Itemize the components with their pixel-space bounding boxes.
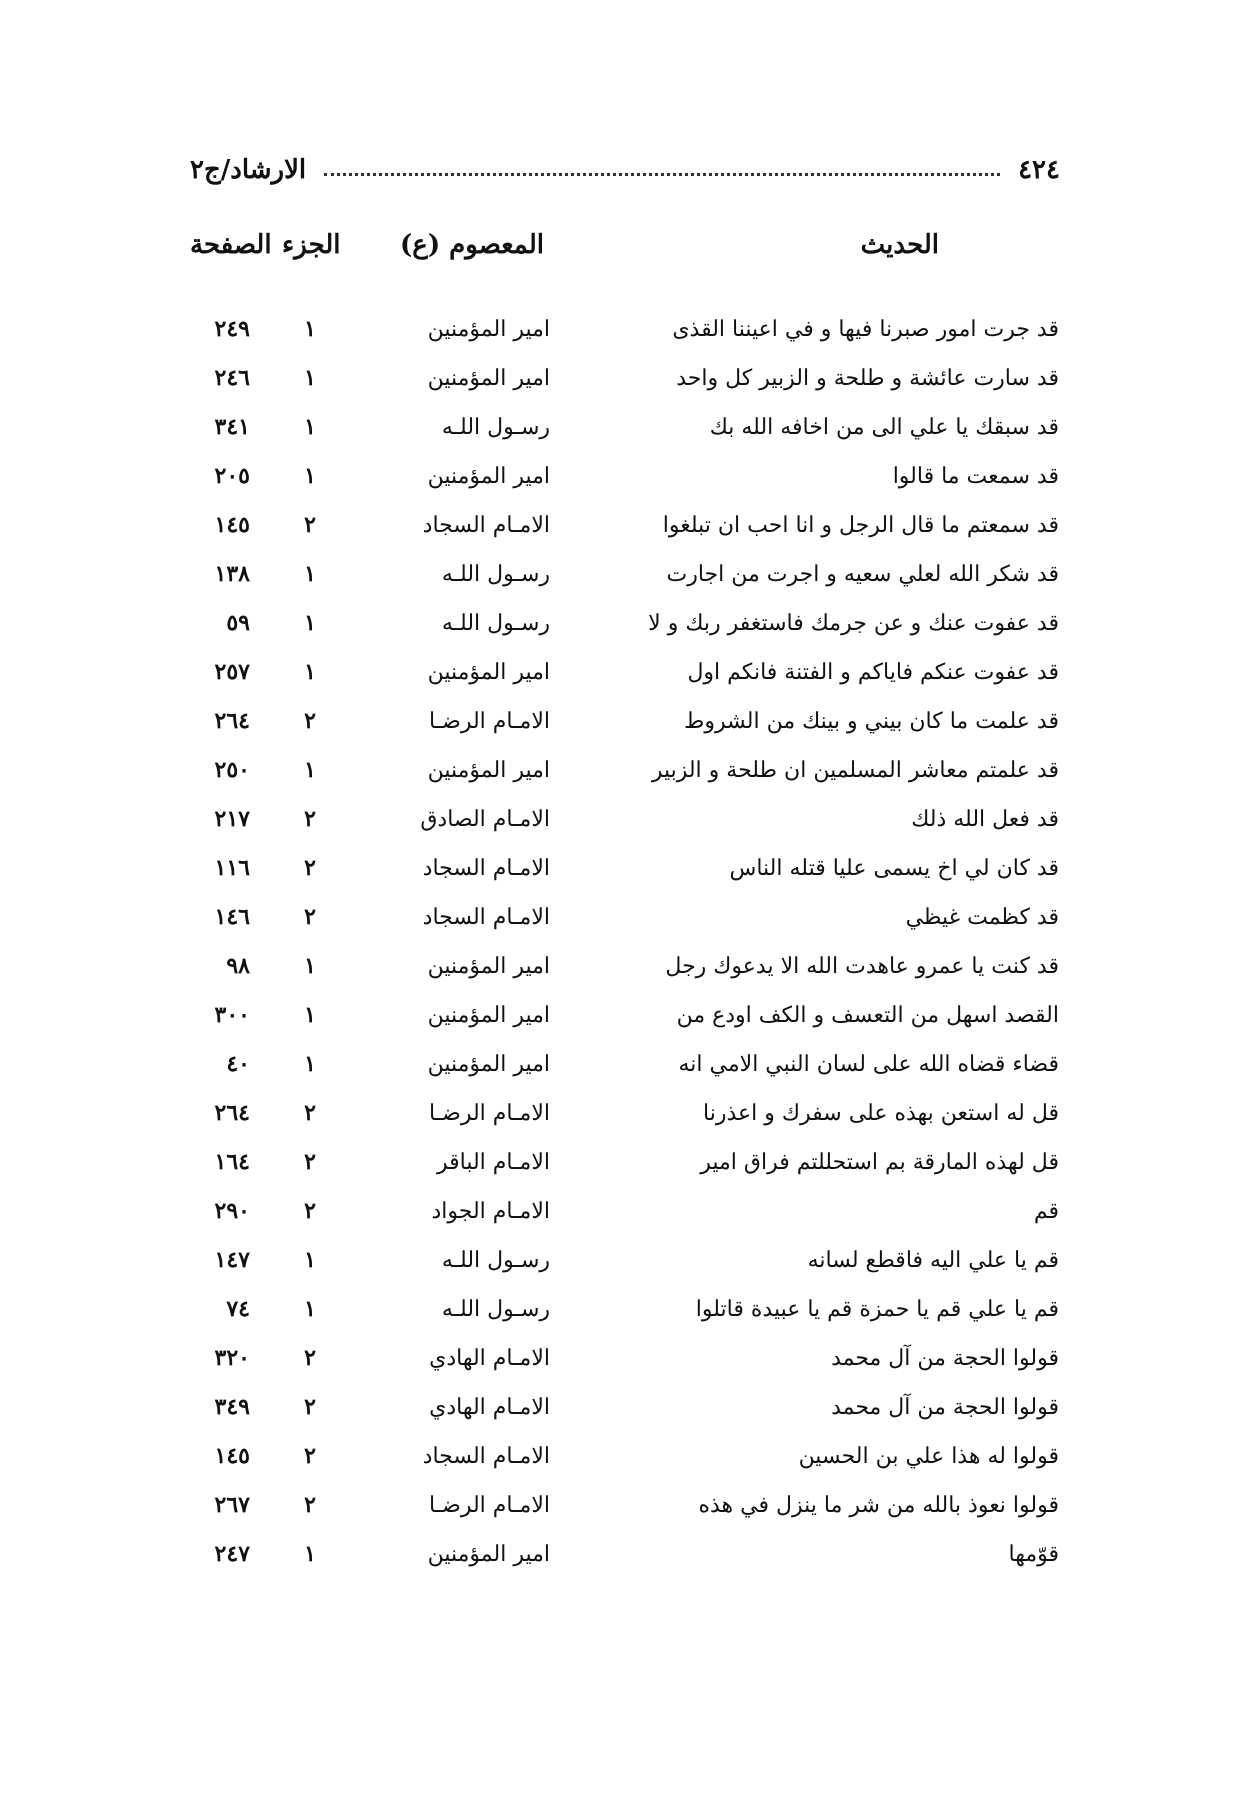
table-row	[0, 795, 1249, 844]
page-number-cell: ٧٤	[226, 1296, 250, 1322]
juz-number: ٢	[304, 708, 316, 734]
table-row	[0, 893, 1249, 942]
page-number-cell: ١٣٨	[214, 561, 250, 587]
page-number-cell: ٢٦٤	[214, 1100, 250, 1126]
masum-name: امير المؤمنين	[427, 317, 550, 342]
column-header-page: الصفحة	[190, 230, 272, 260]
table-row	[0, 1530, 1249, 1579]
page-number-cell: ٥٩	[226, 610, 250, 636]
page-number-cell: ١٤٦	[214, 904, 250, 930]
hadith-text: قضاء قضاه الله على لسان النبي الامي انه	[678, 1052, 1059, 1077]
juz-number: ١	[304, 414, 316, 440]
hadith-text: قل لهذه المارقة بم استحللتم فراق امير	[700, 1150, 1059, 1175]
page-number-cell: ٢٩٠	[214, 1198, 250, 1224]
table-row	[0, 1285, 1249, 1334]
juz-number: ١	[304, 610, 316, 636]
masum-name: امير المؤمنين	[427, 1003, 550, 1028]
table-row	[0, 305, 1249, 354]
page-number: ٤٢٤	[1018, 155, 1060, 185]
hadith-text: قولوا نعوذ بالله من شر ما ينزل في هذه	[698, 1493, 1059, 1518]
hadith-text: قد علمتم معاشر المسلمين ان طلحة و الزبير	[651, 758, 1059, 783]
table-row	[0, 844, 1249, 893]
page-number-cell: ٣٤١	[214, 414, 250, 440]
page-number-cell: ٢٤٧	[214, 1541, 250, 1567]
table-row	[0, 697, 1249, 746]
masum-name: الامـام الرضـا	[429, 1101, 550, 1126]
juz-number: ٢	[304, 806, 316, 832]
juz-number: ١	[304, 757, 316, 783]
table-row	[0, 1089, 1249, 1138]
page-number-cell: ٢٤٦	[214, 365, 250, 391]
page-number-cell: ٤٠	[226, 1051, 250, 1077]
column-header-juz: الجزء	[282, 230, 341, 260]
page-number-cell: ٣٠٠	[214, 1002, 250, 1028]
table-row	[0, 403, 1249, 452]
masum-name: امير المؤمنين	[427, 954, 550, 979]
book-title: الارشاد/ج٢	[190, 155, 307, 185]
juz-number: ٢	[304, 1149, 316, 1175]
table-row	[0, 648, 1249, 697]
masum-name: رسـول اللـه	[441, 611, 550, 636]
juz-number: ١	[304, 316, 316, 342]
page-number-cell: ٢١٧	[214, 806, 250, 832]
juz-number: ٢	[304, 1443, 316, 1469]
masum-name: امير المؤمنين	[427, 366, 550, 391]
page-number-cell: ٩٨	[226, 953, 250, 979]
masum-name: الامـام الجواد	[431, 1199, 550, 1224]
masum-name: الامـام الرضـا	[429, 1493, 550, 1518]
page-number-cell: ٢٤٩	[214, 316, 250, 342]
hadith-text: قل له استعن بهذه على سفرك و اعذرنا	[703, 1101, 1059, 1126]
hadith-text: قد علمت ما كان بيني و بينك من الشروط	[684, 709, 1059, 734]
juz-number: ٢	[304, 855, 316, 881]
hadith-text: قد شكر الله لعلي سعيه و اجرت من اجارت	[666, 562, 1059, 587]
table-row	[0, 1334, 1249, 1383]
juz-number: ٢	[304, 1394, 316, 1420]
masum-name: الامـام الصادق	[420, 807, 550, 832]
table-row	[0, 550, 1249, 599]
hadith-text: قد سبقك يا علي الى من اخافه الله بك	[709, 415, 1059, 440]
table-row	[0, 1138, 1249, 1187]
table-row	[0, 1432, 1249, 1481]
table-row	[0, 1383, 1249, 1432]
table-row	[0, 942, 1249, 991]
hadith-text: قولوا الحجة من آل محمد	[831, 1395, 1059, 1420]
masum-name: امير المؤمنين	[427, 464, 550, 489]
masum-name: امير المؤمنين	[427, 758, 550, 783]
hadith-text: قد سمعت ما قالوا	[892, 464, 1059, 489]
hadith-text: قم يا علي اليه فاقطع لسانه	[807, 1248, 1059, 1273]
hadith-text: قد فعل الله ذلك	[911, 807, 1059, 832]
masum-name: الامـام الهادي	[429, 1346, 550, 1371]
juz-number: ١	[304, 1051, 316, 1077]
page-number-cell: ٣٢٠	[214, 1345, 250, 1371]
page-number-cell: ١٤٥	[214, 1443, 250, 1469]
page-number-cell: ٢٦٧	[214, 1492, 250, 1518]
hadith-text: قد عفوت عنكم فاياكم و الفتنة فانكم اول	[687, 660, 1059, 685]
juz-number: ٢	[304, 512, 316, 538]
table-row	[0, 991, 1249, 1040]
hadith-text: قد كان لي اخ يسمى عليا قتله الناس	[729, 856, 1059, 881]
table-row	[0, 1187, 1249, 1236]
juz-number: ١	[304, 1296, 316, 1322]
hadith-text: قم يا علي قم يا حمزة قم يا عبيدة قاتلوا	[695, 1297, 1059, 1322]
masum-name: الامـام الهادي	[429, 1395, 550, 1420]
page-number-cell: ١١٦	[214, 855, 250, 881]
masum-name: امير المؤمنين	[427, 1052, 550, 1077]
page-number-cell: ١٦٤	[214, 1149, 250, 1175]
hadith-text: قد كظمت غيظي	[905, 905, 1059, 930]
juz-number: ١	[304, 463, 316, 489]
masum-name: امير المؤمنين	[427, 1542, 550, 1567]
juz-number: ٢	[304, 1345, 316, 1371]
hadith-text: قم	[1033, 1199, 1059, 1224]
masum-name: الامـام السجاد	[422, 856, 550, 881]
hadith-text: قد سمعتم ما قال الرجل و انا احب ان تبلغوا	[662, 513, 1059, 538]
juz-number: ١	[304, 365, 316, 391]
masum-name: الامـام السجاد	[422, 905, 550, 930]
page-number-cell: ٢٦٤	[214, 708, 250, 734]
hadith-text: قوّمها	[1008, 1542, 1059, 1567]
page-number-cell: ١٤٧	[214, 1247, 250, 1273]
masum-name: رسـول اللـه	[441, 415, 550, 440]
juz-number: ١	[304, 1247, 316, 1273]
hadith-text: قد كنت يا عمرو عاهدت الله الا يدعوك رجل	[665, 954, 1059, 979]
table-row	[0, 1040, 1249, 1089]
juz-number: ١	[304, 1002, 316, 1028]
hadith-text: قد عفوت عنك و عن جرمك فاستغفر ربك و لا	[648, 611, 1059, 636]
juz-number: ١	[304, 659, 316, 685]
hadith-text: قولوا له هذا علي بن الحسين	[798, 1444, 1059, 1469]
column-header-hadith: الحديث	[860, 230, 939, 260]
juz-number: ٢	[304, 1492, 316, 1518]
masum-name: الامـام السجاد	[422, 513, 550, 538]
juz-number: ٢	[304, 1198, 316, 1224]
hadith-text: قد سارت عائشة و طلحة و الزبير كل واحد	[676, 366, 1059, 391]
hadith-text: قد جرت امور صبرنا فيها و في اعيننا القذى	[672, 317, 1059, 342]
juz-number: ١	[304, 561, 316, 587]
column-header-masum: المعصوم (ع)	[400, 230, 544, 260]
masum-name: الامـام الباقر	[436, 1150, 550, 1175]
hadith-text: قولوا الحجة من آل محمد	[831, 1346, 1059, 1371]
table-row	[0, 1481, 1249, 1530]
table-row	[0, 452, 1249, 501]
page-number-cell: ٣٤٩	[214, 1394, 250, 1420]
page-number-cell: ١٤٥	[214, 512, 250, 538]
running-header	[190, 150, 1060, 190]
juz-number: ٢	[304, 904, 316, 930]
page-number-cell: ٢٠٥	[214, 463, 250, 489]
masum-name: رسـول اللـه	[441, 1297, 550, 1322]
dotted-leader	[324, 173, 1000, 176]
masum-name: امير المؤمنين	[427, 660, 550, 685]
page-number-cell: ٢٥٠	[214, 757, 250, 783]
table-row	[0, 1236, 1249, 1285]
page-number-cell: ٢٥٧	[214, 659, 250, 685]
masum-name: الامـام السجاد	[422, 1444, 550, 1469]
masum-name: رسـول اللـه	[441, 562, 550, 587]
juz-number: ١	[304, 1541, 316, 1567]
index-table	[0, 305, 1249, 1579]
table-row	[0, 599, 1249, 648]
masum-name: الامـام الرضـا	[429, 709, 550, 734]
table-row	[0, 501, 1249, 550]
juz-number: ٢	[304, 1100, 316, 1126]
table-row	[0, 354, 1249, 403]
table-row	[0, 746, 1249, 795]
hadith-text: القصد اسهل من التعسف و الكف اودع من	[676, 1003, 1059, 1028]
masum-name: رسـول اللـه	[441, 1248, 550, 1273]
juz-number: ١	[304, 953, 316, 979]
